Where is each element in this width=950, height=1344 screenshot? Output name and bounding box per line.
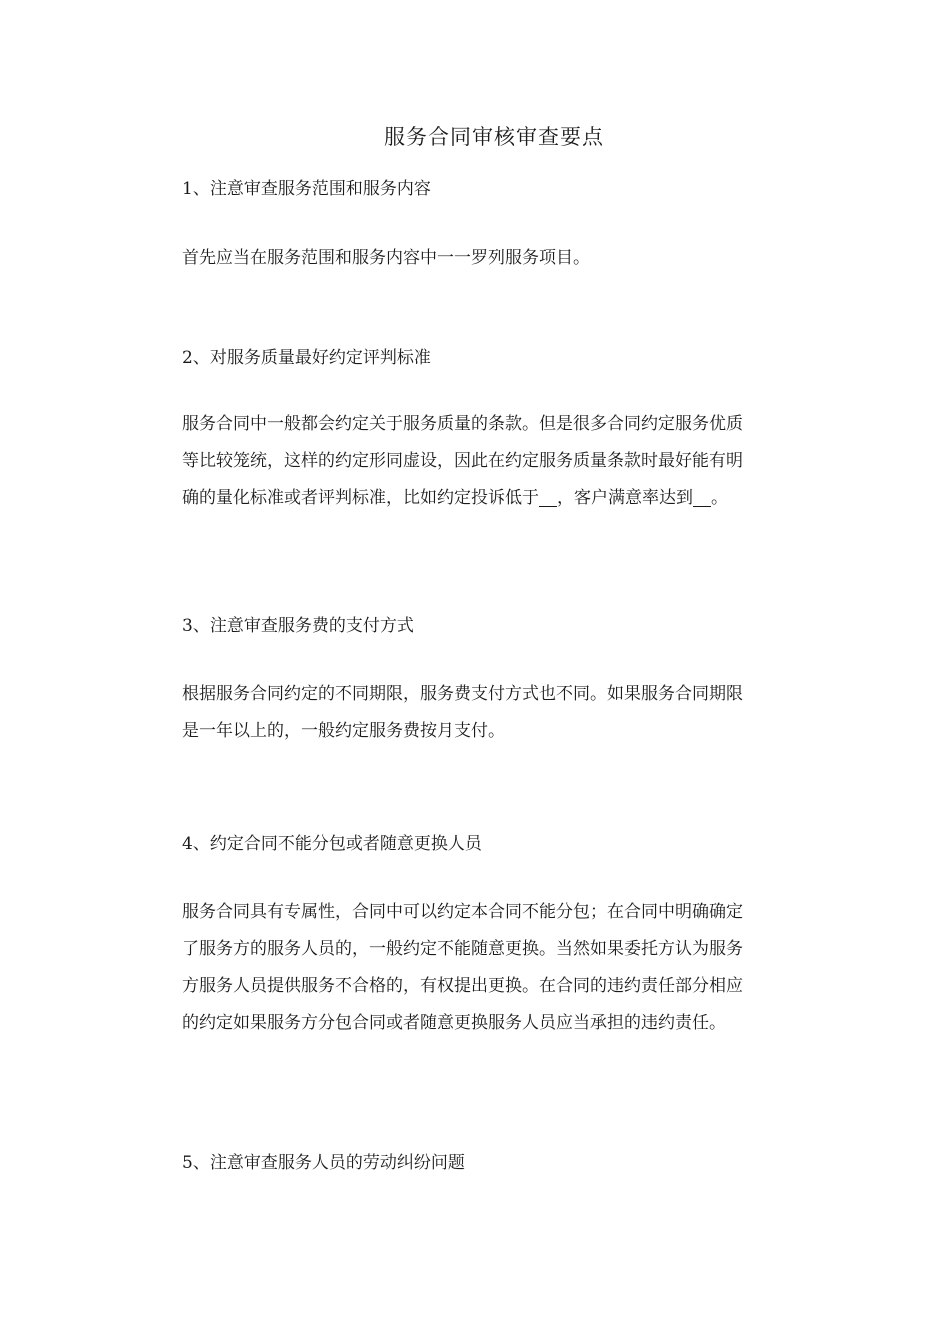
body-line: 首先应当在服务范围和服务内容中一一罗列服务项目。 [182,248,590,268]
section-body-3 [182,676,818,750]
body-line: 方服务人员提供服务不合格的，有权提出更换。在合同的违约责任部分相应 [182,976,743,996]
section-heading-3: 3、注意审查服务费的支付方式 [182,616,414,636]
fill-in-blank [693,488,711,507]
body-text: 确的量化标准或者评判标准，比如约定投诉低于 [182,488,539,508]
section-body-4 [182,894,818,1042]
body-line: 的约定如果服务方分包合同或者随意更换服务人员应当承担的违约责任。 [182,1013,726,1033]
fill-in-blank [539,488,557,507]
section-body-1 [182,240,818,277]
section-body-2 [182,406,818,517]
document-title: 服务合同审核审查要点 [384,125,604,149]
body-text: 。 [711,488,728,508]
body-line: 是一年以上的，一般约定服务费按月支付。 [182,721,505,741]
body-line: 等比较笼统，这样的约定形同虚设，因此在约定服务质量条款时最好能有明 [182,451,743,471]
section-heading-5: 5、注意审查服务人员的劳动纠纷问题 [182,1153,465,1173]
body-text: ，客户满意率达到 [557,488,693,508]
section-heading-4: 4、约定合同不能分包或者随意更换人员 [182,834,482,854]
section-heading-1: 1、注意审查服务范围和服务内容 [182,179,431,199]
body-line: 根据服务合同约定的不同期限，服务费支付方式也不同。如果服务合同期限 [182,684,743,704]
body-line: 服务合同具有专属性，合同中可以约定本合同不能分包；在合同中明确确定 [182,902,743,922]
body-line [182,480,818,517]
body-line: 了服务方的服务人员的，一般约定不能随意更换。当然如果委托方认为服务 [182,939,743,959]
body-line: 服务合同中一般都会约定关于服务质量的条款。但是很多合同约定服务优质 [182,414,743,434]
section-heading-2: 2、对服务质量最好约定评判标准 [182,348,431,368]
